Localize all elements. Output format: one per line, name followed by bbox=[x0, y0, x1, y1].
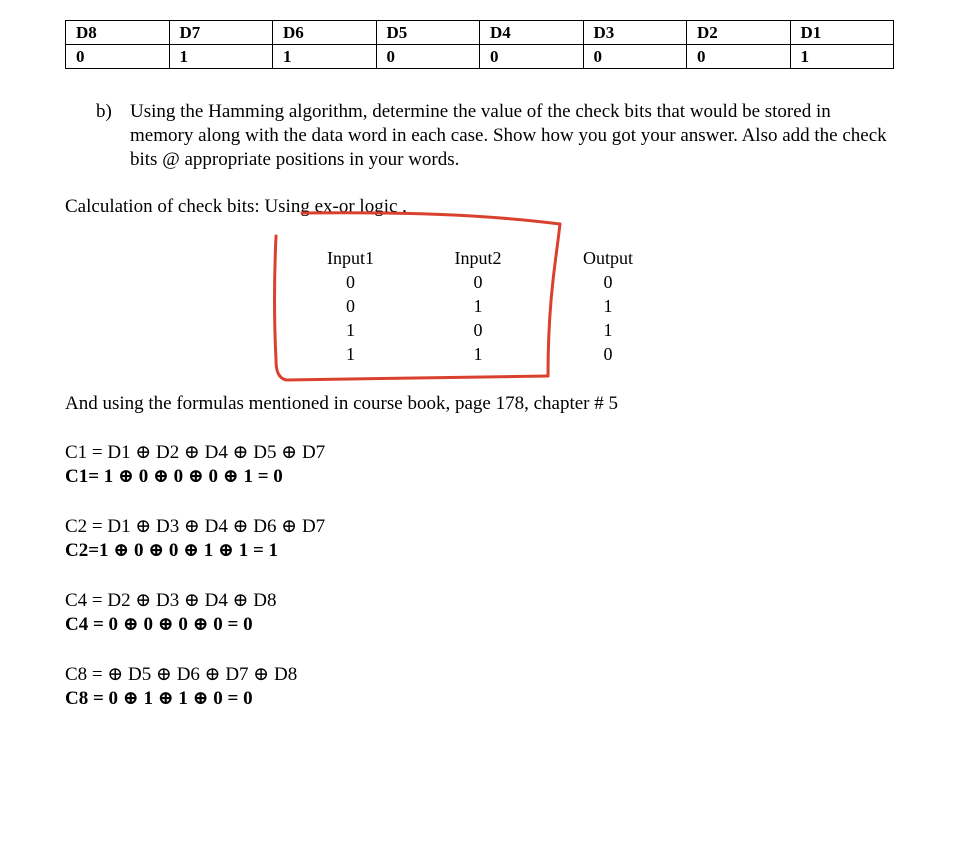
question-text: Using the Hamming algorithm, determine the value of the check bits that would be stored in memory along with the data word in each case. Show how you got your answer. Also add the check bits @ appropriate positions in your words. bbox=[130, 101, 887, 170]
xor-cell: 1 bbox=[346, 344, 355, 364]
bit-header: D1 bbox=[790, 21, 894, 45]
question-b bbox=[96, 100, 896, 172]
bit-value: 0 bbox=[583, 45, 687, 69]
xor-truth-table bbox=[313, 246, 658, 366]
bit-header: D2 bbox=[687, 21, 791, 45]
bit-value: 1 bbox=[790, 45, 894, 69]
formula-result: C4 = 0 ⊕ 0 ⊕ 0 ⊕ 0 = 0 bbox=[65, 614, 253, 635]
bit-header: D6 bbox=[273, 21, 377, 45]
xor-row bbox=[313, 342, 658, 366]
formula-expression: C4 = D2 ⊕ D3 ⊕ D4 ⊕ D8 bbox=[65, 590, 277, 611]
xor-cell: 0 bbox=[346, 296, 355, 316]
data-bits-header-row bbox=[66, 21, 894, 45]
data-bits-value-row bbox=[66, 45, 894, 69]
xor-header: Input2 bbox=[454, 248, 502, 268]
bit-value: 1 bbox=[273, 45, 377, 69]
xor-cell: 0 bbox=[473, 320, 483, 340]
calc-intro: Calculation of check bits: Using ex-or logic , bbox=[65, 196, 407, 217]
formula-expression: C1 = D1 ⊕ D2 ⊕ D4 ⊕ D5 ⊕ D7 bbox=[65, 442, 326, 463]
formula-c8 bbox=[65, 663, 297, 711]
xor-header-row bbox=[313, 246, 658, 270]
bit-header: D8 bbox=[66, 21, 170, 45]
bit-value: 0 bbox=[480, 45, 584, 69]
xor-cell: 1 bbox=[603, 320, 613, 340]
formulas-intro: And using the formulas mentioned in course book, page 178, chapter # 5 bbox=[65, 393, 618, 414]
formula-expression: C2 = D1 ⊕ D3 ⊕ D4 ⊕ D6 ⊕ D7 bbox=[65, 516, 326, 537]
formula-result: C1= 1 ⊕ 0 ⊕ 0 ⊕ 0 ⊕ 1 = 0 bbox=[65, 466, 283, 487]
bit-header: D4 bbox=[480, 21, 584, 45]
bit-value: 0 bbox=[66, 45, 170, 69]
xor-header: Input1 bbox=[327, 248, 374, 268]
xor-row bbox=[313, 294, 658, 318]
xor-cell: 1 bbox=[473, 296, 483, 316]
bit-header: D7 bbox=[169, 21, 273, 45]
formula-result: C8 = 0 ⊕ 1 ⊕ 1 ⊕ 0 = 0 bbox=[65, 688, 253, 709]
formula-result: C2=1 ⊕ 0 ⊕ 0 ⊕ 1 ⊕ 1 = 1 bbox=[65, 540, 279, 561]
question-label: b) bbox=[96, 101, 112, 122]
bit-header: D3 bbox=[583, 21, 687, 45]
xor-cell: 1 bbox=[603, 296, 613, 316]
bit-value: 0 bbox=[687, 45, 791, 69]
formula-c1 bbox=[65, 441, 325, 489]
formula-expression: C8 = ⊕ D5 ⊕ D6 ⊕ D7 ⊕ D8 bbox=[65, 664, 298, 685]
xor-cell: 1 bbox=[473, 344, 483, 364]
bit-value: 0 bbox=[376, 45, 480, 69]
formula-c2 bbox=[65, 515, 325, 563]
xor-cell: 0 bbox=[603, 344, 613, 364]
bit-value: 1 bbox=[169, 45, 273, 69]
xor-cell: 0 bbox=[603, 272, 613, 292]
formula-c4 bbox=[65, 589, 277, 637]
xor-cell: 0 bbox=[346, 272, 355, 292]
xor-row bbox=[313, 318, 658, 342]
ink-left-stroke bbox=[275, 236, 277, 360]
xor-row bbox=[313, 270, 658, 294]
data-bits-table bbox=[65, 20, 894, 69]
xor-cell: 1 bbox=[346, 320, 355, 340]
bit-header: D5 bbox=[376, 21, 480, 45]
xor-header: Output bbox=[582, 248, 633, 268]
xor-cell: 0 bbox=[473, 272, 483, 292]
